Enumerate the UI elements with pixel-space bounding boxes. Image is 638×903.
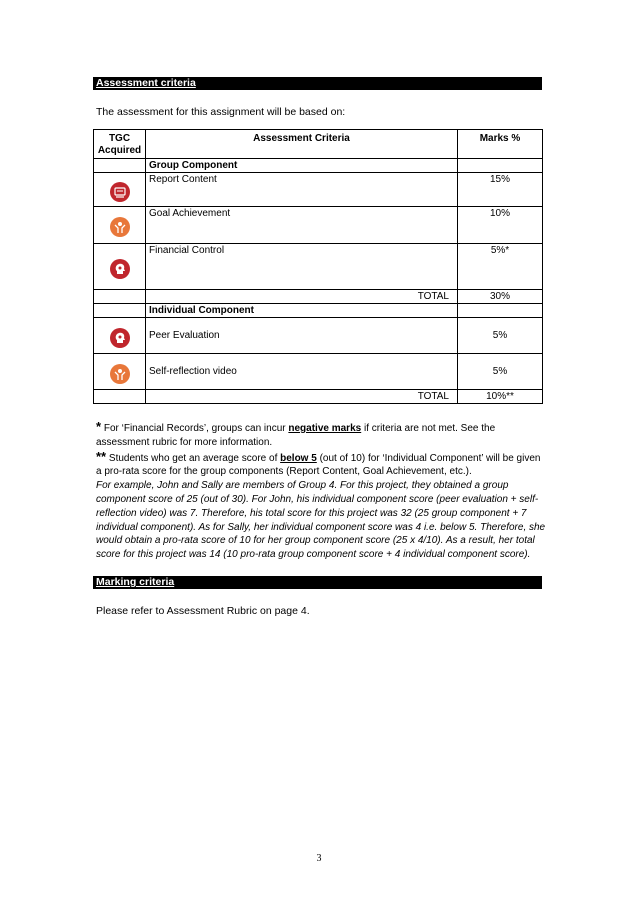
- individual-component-row: [94, 304, 543, 318]
- assessment-intro: The assessment for this assignment will be based on:: [96, 106, 346, 118]
- table-row: [94, 244, 543, 290]
- tgc-cell: [94, 207, 146, 244]
- example-paragraph: For example, John and Sally are members of Group 4. For this project, they obtained a group component score of 25 (out of 30). For John, his individual component score (peer evaluation + self-reflection video) was 7. Therefore, his total score for this project was 32 (25 group component + 7 individual component). As for Sally, her individual component score was 4 i.e. below 5. Therefore, she would obtain a pro-rata score of 10 for her group component score (25 x 4/10). As a result, her total score for this project was 14 (10 pro-rata group component score + 4 individual component score).: [96, 480, 546, 561]
- table-row: [94, 207, 543, 244]
- marks-cell: 15%: [458, 173, 543, 207]
- table-row: [94, 354, 543, 390]
- note-financial-records: * For ‘Financial Records’, groups can incur negative marks if criteria are not met. See the assessment rubric for more information.: [96, 419, 496, 448]
- table-row: [94, 173, 543, 207]
- criteria-cell: Report Content: [146, 173, 458, 207]
- header-tgc: TGC Acquired: [94, 130, 146, 159]
- table-header-row: [94, 130, 543, 159]
- assessment-criteria-table: [93, 129, 543, 404]
- tgc-cell: [94, 244, 146, 290]
- individual-component-label: Individual Component: [146, 304, 458, 318]
- criteria-cell: Financial Control: [146, 244, 458, 290]
- marks-cell: 10%: [458, 207, 543, 244]
- notes-block: [96, 420, 546, 562]
- criteria-cell: Goal Achievement: [146, 207, 458, 244]
- table-row: [94, 318, 543, 354]
- thinking-head-icon: [110, 259, 130, 279]
- marking-criteria-text: Please refer to Assessment Rubric on page 4.: [96, 605, 310, 617]
- leadership-icon: [110, 364, 130, 384]
- marks-cell: 5%: [458, 318, 543, 354]
- group-total-label: TOTAL: [146, 290, 458, 304]
- group-total-row: [94, 290, 543, 304]
- assessment-criteria-heading: Assessment criteria: [93, 77, 542, 90]
- marks-cell: 5%*: [458, 244, 543, 290]
- group-component-row: [94, 159, 543, 173]
- individual-total-label: TOTAL: [146, 390, 458, 404]
- communication-icon: [110, 182, 130, 202]
- criteria-cell: Self-reflection video: [146, 354, 458, 390]
- tgc-cell: [94, 173, 146, 207]
- individual-total-value: 10%**: [458, 390, 543, 404]
- tgc-cell: [94, 354, 146, 390]
- page-number: 3: [316, 853, 322, 864]
- group-component-label: Group Component: [146, 159, 458, 173]
- note-individual-component: ** Students who get an average score of below 5 (out of 10) for ‘Individual Component’ will be given a pro-rata score for the group components (Report Content, Goal Achievement, etc.).: [96, 448, 541, 478]
- leadership-icon: [110, 217, 130, 237]
- marking-criteria-heading: Marking criteria: [93, 576, 542, 589]
- group-total-value: 30%: [458, 290, 543, 304]
- tgc-cell: [94, 318, 146, 354]
- marks-cell: 5%: [458, 354, 543, 390]
- thinking-head-icon: [110, 328, 130, 348]
- individual-total-row: [94, 390, 543, 404]
- header-criteria: Assessment Criteria: [146, 130, 458, 159]
- header-marks: Marks %: [458, 130, 543, 159]
- criteria-cell: Peer Evaluation: [146, 318, 458, 354]
